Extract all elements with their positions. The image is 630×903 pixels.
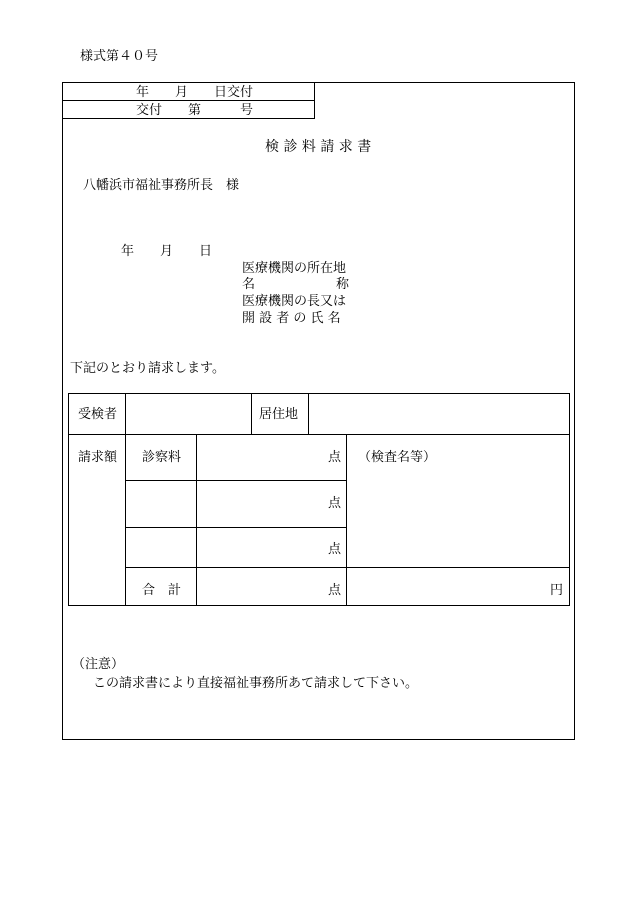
addressee: 八幡浜市福祉事務所長 様 — [83, 178, 240, 193]
claim-amount-label: 請求額 — [78, 450, 118, 465]
issue-date-line: 年 月 日交付 — [136, 85, 254, 100]
points-unit-3: 点 — [328, 542, 342, 557]
table-row-divider-2 — [125, 480, 346, 481]
examinee-label: 受検者 — [78, 407, 118, 422]
residence-label: 居住地 — [259, 407, 299, 422]
exam-fee-label: 診察料 — [142, 450, 182, 465]
claim-table — [68, 393, 570, 606]
table-col-divider-1 — [125, 393, 126, 606]
points-unit-total: 点 — [328, 583, 342, 598]
request-date: 年 月 日 — [121, 244, 213, 259]
institution-name-label-right: 称 — [336, 277, 350, 292]
issue-number-line: 交付 第 号 — [136, 103, 254, 118]
institution-name-label-left: 名 — [242, 277, 256, 292]
table-row-divider-1 — [68, 434, 570, 435]
table-row-divider-4 — [125, 567, 570, 568]
exam-name-label: （検査名等） — [358, 450, 437, 465]
table-col-divider-4 — [196, 434, 197, 606]
form-number: 様式第４０号 — [80, 49, 159, 64]
table-col-divider-2 — [251, 393, 252, 434]
institution-head-label: 医療機関の長又は — [242, 294, 347, 309]
intro-text: 下記のとおり請求します。 — [70, 361, 225, 376]
points-unit-1: 点 — [328, 450, 342, 465]
issue-box-divider — [62, 100, 315, 101]
table-col-divider-5 — [346, 434, 347, 606]
institution-founder-label: 開 設 者 の 氏 名 — [242, 311, 341, 326]
points-unit-2: 点 — [328, 496, 342, 511]
total-label: 合 計 — [142, 583, 182, 598]
note-text: この請求書により直接福祉事務所あて請求して下さい。 — [93, 676, 419, 691]
institution-address-label: 医療機関の所在地 — [242, 261, 347, 276]
form-title: 検 診 料 請 求 書 — [265, 139, 372, 155]
yen-unit: 円 — [550, 583, 564, 598]
table-col-divider-3 — [308, 393, 309, 434]
note-heading: （注意） — [72, 657, 125, 672]
table-row-divider-3 — [125, 527, 346, 528]
